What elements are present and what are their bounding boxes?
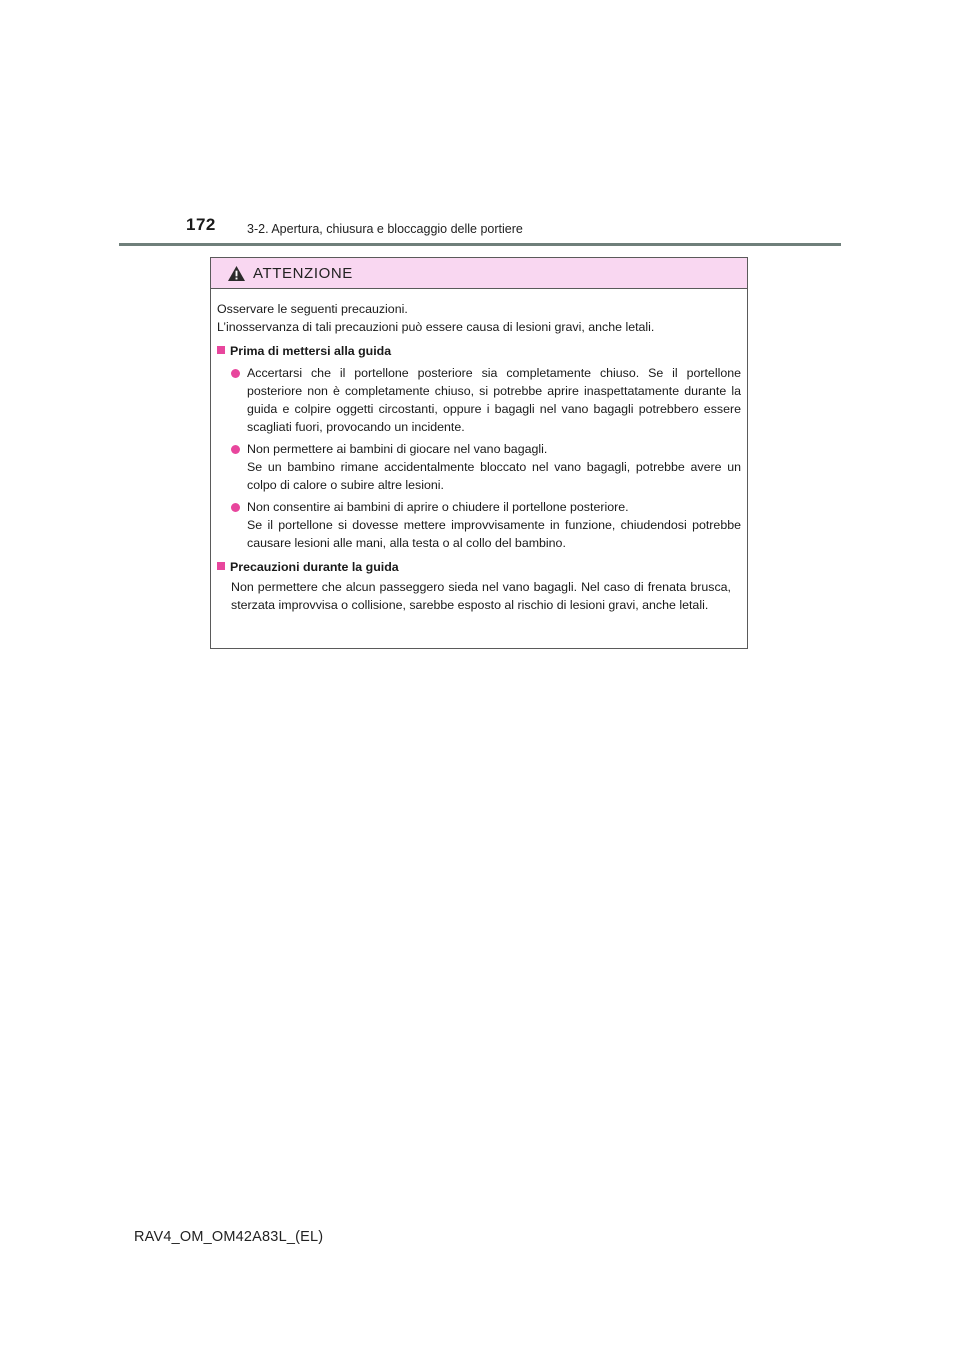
warning-body bbox=[211, 289, 747, 614]
circle-bullet-icon bbox=[231, 369, 240, 378]
list-item-text: Non permettere ai bambini di giocare nel vano bagagli. bbox=[247, 442, 548, 456]
list-item-text: Non consentire ai bambini di aprire o chiudere il portellone posteriore. bbox=[247, 500, 629, 514]
document-code: RAV4_OM_OM42A83L_(EL) bbox=[134, 1229, 324, 1245]
intro-line: L’inosservanza di tali precauzioni può essere causa di lesioni gravi, anche letali. bbox=[217, 320, 655, 334]
list-item-text: Se il portellone si dovesse mettere improvvisamente in funzione, chiudendosi potrebbe causare lesioni alle mani, alla testa o al collo del bambino. bbox=[247, 518, 741, 550]
warning-title: ATTENZIONE bbox=[253, 264, 353, 282]
section-heading-text: Precauzioni durante la guida bbox=[230, 560, 399, 574]
circle-bullet-icon bbox=[231, 503, 240, 512]
list-item-text: Accertarsi che il portellone posteriore sia completamente chiuso. Se il portellone posteriore non è completamente chiuso, si potrebbe aprire inaspettatamente durante la guida e colpire oggetti circostanti, oppure i bagagli nel vano bagagli potrebbero essere scagliati fuori, provocando un incidente. bbox=[247, 366, 741, 434]
warning-header bbox=[211, 258, 747, 289]
section-before-driving bbox=[217, 342, 741, 552]
list-item bbox=[217, 498, 741, 552]
section-heading bbox=[217, 342, 741, 360]
section-title: 3-2. Apertura, chiusura e bloccaggio delle portiere bbox=[247, 222, 523, 236]
page-number: 172 bbox=[186, 215, 216, 234]
list-item bbox=[217, 364, 741, 436]
list-item-text: Se un bambino rimane accidentalmente bloccato nel vano bagagli, potrebbe avere un colpo di calore o subire altre lesioni. bbox=[247, 460, 741, 492]
circle-bullet-icon bbox=[231, 445, 240, 454]
header-rule bbox=[119, 243, 841, 246]
square-bullet-icon bbox=[217, 562, 225, 570]
section-heading-text: Prima di mettersi alla guida bbox=[230, 344, 392, 358]
warning-triangle-icon bbox=[227, 265, 246, 282]
square-bullet-icon bbox=[217, 346, 225, 354]
section-while-driving bbox=[217, 558, 741, 614]
warning-box bbox=[210, 257, 748, 649]
intro-line: Osservare le seguenti precauzioni. bbox=[217, 302, 408, 316]
section-heading bbox=[217, 558, 741, 576]
warning-intro bbox=[217, 300, 741, 336]
section-text: Non permettere che alcun passeggero sieda nel vano bagagli. Nel caso di frenata brusca, sterzata improvvisa o collisione, sarebbe esposto al rischio di lesioni gravi, anche letali. bbox=[231, 580, 731, 612]
list-item bbox=[217, 440, 741, 494]
